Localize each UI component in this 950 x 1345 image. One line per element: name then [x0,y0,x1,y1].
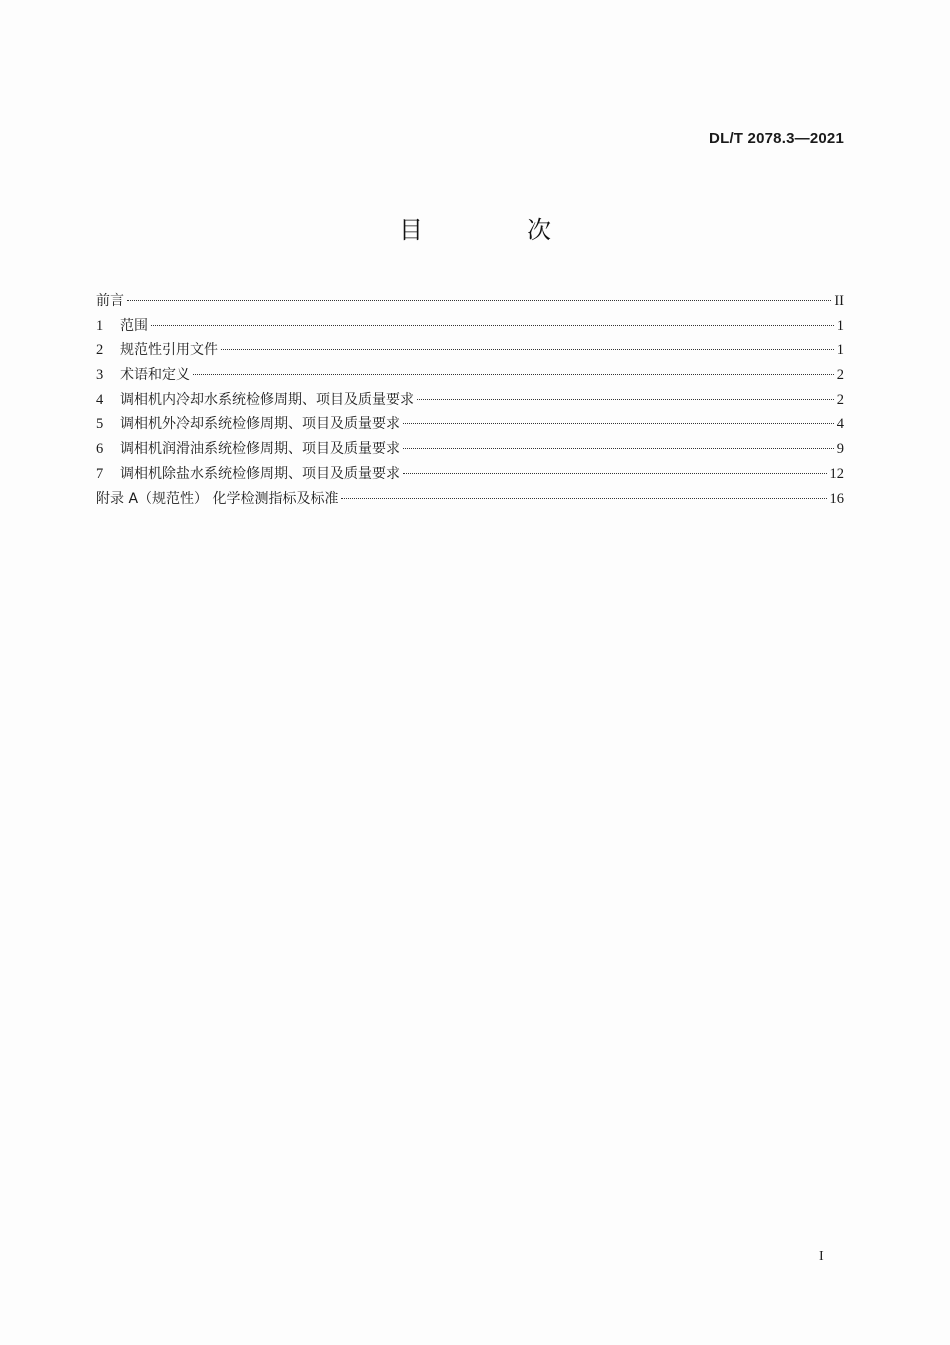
toc-title: 目 次 [399,216,591,244]
dot-leader [127,300,831,301]
toc-entry[interactable] [96,437,844,462]
toc-entry-number: 7 [96,465,104,482]
toc-entry-number: 6 [96,441,104,458]
toc-entry-label: 调相机除盐水系统检修周期、项目及质量要求 [120,465,400,482]
toc-entry-number: 5 [96,416,104,433]
toc-entry-number: 2 [96,342,104,359]
toc-entry[interactable] [96,462,844,487]
dot-leader [341,498,826,499]
toc-entry-page: 16 [829,490,844,507]
dot-leader [193,374,834,375]
toc-entry-label: 调相机外冷却系统检修周期、项目及质量要求 [120,416,400,433]
toc-entry[interactable] [96,338,844,363]
toc-entry-page: 1 [836,317,844,334]
table-of-contents [96,289,844,511]
standard-code: DL/T 2078.3—2021 [709,130,844,147]
toc-entry-label: 附录 A（规范性） 化学检测指标及标准 [96,490,339,507]
toc-entry-label: 范围 [120,317,148,334]
page-number: I [819,1249,824,1264]
toc-entry[interactable] [96,487,844,512]
toc-entry-page: 4 [836,416,844,433]
toc-entry[interactable] [96,388,844,413]
toc-entry-page: 12 [829,465,844,482]
toc-entry-label: 调相机润滑油系统检修周期、项目及质量要求 [120,441,400,458]
toc-entry-page: 2 [836,391,844,408]
dot-leader [221,349,834,350]
toc-entry-number: 1 [96,317,104,334]
toc-entry[interactable] [96,363,844,388]
dot-leader [403,423,834,424]
toc-entry-page: II [834,293,844,309]
dot-leader [403,448,834,449]
toc-entry-label: 前言 [96,293,124,309]
toc-entry[interactable] [96,289,844,314]
dot-leader [417,399,834,400]
toc-entry-page: 2 [836,367,844,384]
dot-leader [403,473,827,474]
toc-entry-label: 术语和定义 [120,367,190,384]
toc-entry-number: 4 [96,391,104,408]
toc-entry-page: 1 [836,342,844,359]
toc-entry[interactable] [96,412,844,437]
toc-entry-label: 调相机内冷却水系统检修周期、项目及质量要求 [120,391,414,408]
dot-leader [151,325,834,326]
toc-entry-number: 3 [96,367,104,384]
toc-entry[interactable] [96,314,844,339]
toc-entry-label: 规范性引用文件 [120,342,218,359]
toc-entry-page: 9 [836,441,844,458]
